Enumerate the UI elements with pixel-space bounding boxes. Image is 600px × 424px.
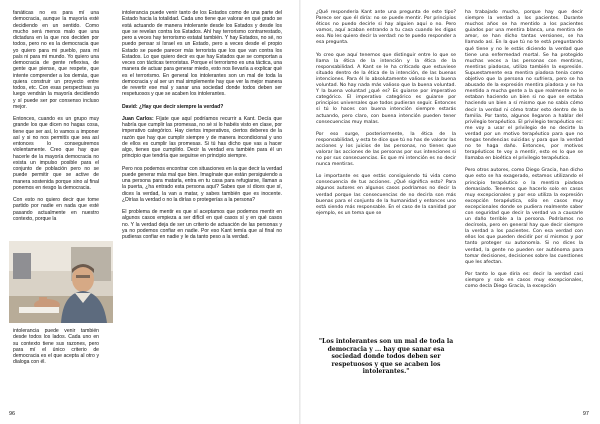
paragraph: Con esto no quiero decir que tome partido por nadie en nada que esté pasando actualmente en nuestro contexto, porque la: [13, 197, 99, 222]
paragraph: Por eso surge, posteriormente, la ética de la responsabilidad, y esta te dice que tú no has de valorar las acciones y los juicios de las personas, no tienes que valorar las acciones de las personas por sus intenciones si no por sus consecuencias. Es que mi intención es no decir nunca mentiras.: [316, 131, 456, 168]
answer-speaker: Juan Carlos:: [122, 115, 154, 122]
book-gutter: [299, 0, 301, 424]
paragraph: intolerancia puede venir también desde todos los lados. Cada uno en su contexto tiene sus razones, pero para mí el único criterio de democracia es el que acepta al otro y dialoga con él.: [13, 328, 99, 366]
paragraph: Por tanto lo que diría es: decir la verdad casi siempre y solo en casos muy excepcionales, como decía Diego Gracia, la excepción: [465, 271, 583, 290]
paragraph: Lo importante es que estás consiguiendo tú vida como consecuencia de tus acciones. ¿Qué significa esto? Para algunos autores en algunos casos podríamos no decir la verdad porque las consecuencias de no decirla son más buenas para el conjunto de la humanidad y entonces uno está siendo más responsable. En el caso de la sanidad por ejemplo, es un tema que se: [316, 174, 456, 216]
paragraph: intolerancia puede venir tanto de los Estados como de una parte del Estado hacia la totalidad. Cada uno tiene que valorar en qué grado se está actuando de manera intolerante desde los Estados y desde los que se revelan contra los Estados. Ahí hay terrorismo contrarrestado, pero a veces hay terrorismo estatal también. Y hay Estados, no sé, no puedo pensar si Israel es un Estado, pero a veces desde el propio Estado se puede parecer más terrorista que los que van contra los Estados. Lo que quiero decir es que hay Estados que se comportan a veces con tácticas terroristas. Porque el terrorismo es una táctica, una manera de actuar para generar miedo, esto nos llevaría a explicar qué es el terrorismo. En general los intolerantes son un mal de toda la democracia y al ser un mal simplemente hay que ver la mejor manera de revertir ese mal y sanar una sociedad donde todos deben ser respetuosos y que se acaben los intolerantes.: [122, 10, 282, 98]
paragraph: Pero nos podemos encontrar con situaciones en la que decir la verdad puede generar más mal que bien. Imagínate que están persiguiendo a una persona para matarla, entra en tu casa para refugiarse, llaman a la puerta, ¿ha entrado esta persona aquí? Sabes que sí dices que sí, dices la verdad, la van a matar, y sabes también que es inocente. ¿Dirías la verdad o no la dirías o protegerías a la persona?: [122, 165, 282, 203]
left-column-1-bottom: [13, 328, 99, 372]
pull-quote: "Los intolerantes son un mal de toda la democracia y ... hay que sanar esa sociedad donde todos deben ser respetuosos y que se acaben los intolerantes.": [318, 338, 454, 376]
paragraph: ha trabajado mucho, porque hay que decir siempre la verdad a los pacientes. Durante muchos años se ha mentido a los pacientes guiados por una mentira blanca, una mentira de amor, se han dicho tantas versiones, se ha llamado así. En la que tú no te está preguntando qué tiene y no le estás diciendo la verdad que tiene una enfermedad mortal. Se ha protegido muchas veces a las personas con mentiras, mentiras piadosas, utilizo también la expresión. Supuestamente esa mentira piadosa tenía como objetivo que la persona no sufriera, pero se ha abusado de la expresión mentira piadosa y se ha mentido a mucha gente a la que realmente no le estaban haciendo un bien si no que se estaba haciendo un bien a sí mismo que no sabía cómo decir la verdad ni cómo tratar esto dentro de la familia. Por tanto, algunos llegaron a hablar del privilegio terapéutico. El privilegio terapéutico es: me voy a usar el privilegio de no decirte la verdad por un motivo terapéutico para que no tengas tendencias suicidas y para que la verdad no te haga daño. Entonces, por motivos terapéuticos te voy a mentir, esto es lo que se llamaba en bioética el privilegio terapéutico.: [465, 10, 583, 162]
page-number-left: 96: [9, 411, 16, 417]
right-column-1: [316, 10, 456, 223]
paragraph: fanáticas no es para mí una democracia, aunque la mayoría esté decidiendo en un sentido. Como mucho será menos malo que una dictadura en la que nos deciden por todos, pero no es la democracia que yo quiero para mi pueblo, para mí país ni para mi mundo. Yo quiero una democracia de gente reflexiva, de gente que piense, que respete, que intente comprender a los demás, que quiera construir un proyecto entre todos, etc. Con esas perspectivas ya luego vendrán la mayoría decidiendo y sí puede ser por consenso incluso mejor.: [13, 10, 99, 110]
page-number-right: 97: [582, 411, 589, 417]
paragraph: El problema de mentir es que sí aceptamos que podemos mentir en algunos casos empieza a ser difícil en qué casos sí y en qué casos no. Y la verdad deja de ser un criterio de actuación de las personas y ya no podemos confiar en nadie. Por eso Kant temía que al final no pudieras confiar en nadie y le da tanto peso a la verdad.: [122, 209, 282, 240]
right-column-2: [465, 10, 583, 296]
speaker-photo: [9, 241, 113, 323]
paragraph: Pero otros autores, como Diego Gracia, han dicho que esto se ha exagerado, estamos utilizando el principio terapéutico o la mentira piadosa demasiado. Tenemos que hacerlo solo en casos muy excepcionales y por eso utiliza la expresión excepción terapéutica, sólo en casos muy excepcionales donde se pudiera realmente saber con seguridad que decir la verdad va a causarle un daño terrible a la persona. Podríamos no decírsela, pero en general hay que decir siempre la verdad a los pacientes. Con esa verdad con ellos los que pueden decidir por sí mismos y por tanto proteger su autonomía. Si no dices la verdad, la gente no pueden ser autónoma para tomar decisiones, decisiones sobre las cuestiones que les afectan.: [465, 168, 583, 265]
answer-text: Fíjate que aquí podríamos recurrir a Kant. Decía que habría que cumplir las promesas, no sé si lo habéis visto en clase, por imperativo categórico. Hay ciertos imperativos, ciertos deberes de la razón que hay que cumplir siempre y de manera incondicional y uno de ellos es cumplir las promesas. Si tú has dicho que vas a hacer algo, tienes que cumplirlo. Decir la verdad era también para él un principio que tendría que seguirse en principio siempre.: [122, 115, 282, 160]
left-column-1: [13, 10, 99, 228]
answer-paragraph: [122, 116, 282, 160]
left-column-2: [122, 10, 282, 246]
interview-question: David: ¿Hay que decir siempre la verdad?: [122, 103, 224, 110]
photo-of-man-speaking: [9, 241, 113, 323]
paragraph: Entonces, cuando es un grupo muy grande los que dicen no hagas cosa, tiene que ser así, lo vamos a imponer así y si no nos permitís que sea así entonces lo conseguiremos violentamente. Creo que hay que hacerle de la mayoría democracia no exista un impulso posible para el conjunto de población pero no se puede permitir que se active de manera sostenida porque sino al final ponemos en riesgo la democracia.: [13, 116, 99, 191]
paragraph: ¿Qué respondería Kant ante una pregunta de este tipo? Parece ser que él diría: no se puede mentir. Por principios éticos no puedo decirle si hay alguien aquí o no. Pero vamos, aquí acaban entrando a tu casa cuando les digas eso. No les quiero decir la verdad: no te puedo responder a esa pregunta.: [316, 10, 456, 46]
paragraph: Yo creo que aquí tenemos que distinguir entre lo que se llama la ética de la intención y la ética de la responsabilidad. A Kant se le ha criticado que estuviese situado dentro de la ética de la intención, de las buenas intenciones. Para él lo absolutamente valioso es la buena voluntad. No hay nada más valioso que la buena voluntad. Y la buena voluntad ¿qué es? Es guiarse por imperativo categórico. El imperativo categórico es guiarse por principios universales que todos pudieran seguir. Entonces sí tú lo haces con buena intención siempre estarás actuando, pero claro, con buena intención pueden tener consecuencias muy malas.: [316, 52, 456, 125]
